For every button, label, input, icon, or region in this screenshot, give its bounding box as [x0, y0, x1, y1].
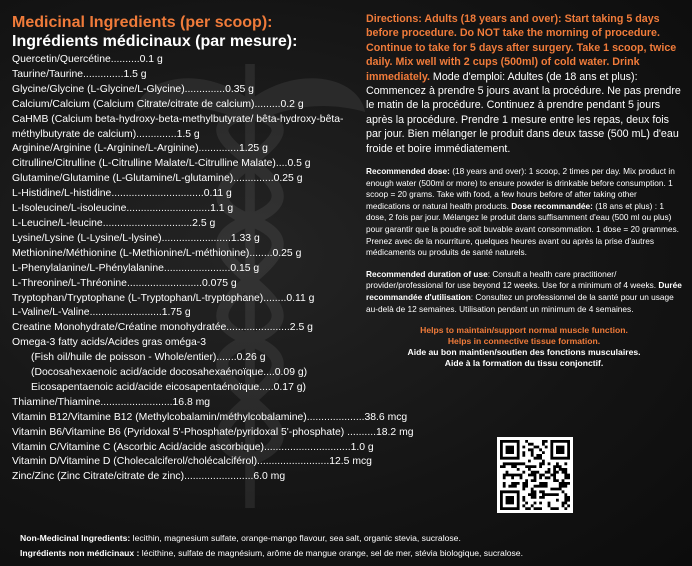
ingredient-row: Citrulline/Citrulline (L-Citrulline Malate/L-Citrulline Malate)....0.5 g — [12, 158, 311, 170]
qr-code-icon[interactable] — [497, 437, 573, 513]
ingredient-row: Zinc/Zinc (Zinc Citrate/citrate de zinc)........................6.0 mg — [12, 471, 286, 483]
ingredient-row: Glutamine/Glutamine (L-Glutamine/L-glutamine)..............0.25 g — [12, 173, 303, 185]
ingredient-row: L-Threonine/L-Thréonine..........................0.075 g — [12, 277, 237, 289]
non-medicinal-ingredients — [20, 531, 680, 560]
ingredient-row: Tryptophan/Tryptophane (L-Tryptophan/L-tryptophane)........0.11 g — [12, 292, 315, 304]
ingredient-row: CaHMB (Calcium beta-hydroxy-beta-methylbutyrate/ bêta-hydroxy-bêta-méthylbutyrate de calcium)..............1.5 g — [12, 113, 344, 140]
ingredient-row: Taurine/Taurine..............1.5 g — [12, 68, 147, 80]
directions-section — [366, 12, 682, 369]
non-medicinal-text-en: lecithin, magnesium sulfate, orange-mango flavour, sea salt, organic stevia, sucralose. — [130, 533, 461, 543]
ingredient-row: Omega-3 fatty acids/Acides gras oméga-3 — [12, 337, 207, 349]
ingredient-row: Vitamin B12/Vitamine B12 (Methylcobalamin/méthylcobalamine)....................38.6 mcg — [12, 411, 408, 423]
ingredient-row: (Fish oil/huile de poisson - Whole/entier).......0.26 g — [31, 352, 266, 364]
ingredient-row: Methionine/Méthionine (L-Methionine/L-méthionine)........0.25 g — [12, 247, 302, 259]
directions-text — [366, 12, 682, 156]
duration-label-fr: Durée recommandée d'utilisation — [366, 280, 682, 302]
duration-label-en: Recommended duration of use — [366, 268, 488, 279]
claim-fr-1: Aide au bon maintien/soutien des fonctions musculaires. — [407, 347, 641, 358]
dose-text-en: (18 years and over): 1 scoop, 2 times per day. Mix product in enough water (500ml or more) to ensure powder is drinkable before consumption. 1 scoop = 20 grams. Take with food, a few hours before of after taking other medications or natural health products. — [366, 166, 675, 211]
ingredient-row: L-Histidine/L-histidine................................0.11 g — [12, 188, 232, 200]
ingredient-row: Quercetin/Quercétine..........0.1 g — [12, 54, 163, 65]
non-medicinal-fr — [20, 546, 680, 561]
dose-text-fr: (18 ans et plus) : 1 dose, 2 fois par jour. Mélangez le produit dans suffisamment d'eau (500 ml ou plus) pour garantir que la poudre soit buvable avant consommation. 1 dose = 20 grammes. Prenez avec de la nourriture, quelques heures avant ou après la prise d'autres médicaments ou produits de santé naturels. — [366, 200, 679, 258]
ingredient-row: Vitamin C/Vitamine C (Ascorbic Acid/acide ascorbique)..............................1.0 g — [12, 441, 374, 453]
claim-fr-2: Aide à la formation du tissu conjonctif. — [444, 358, 604, 369]
qr-modules — [500, 440, 570, 510]
non-medicinal-text-fr: lécithine, sulfate de magnésium, arôme de mangue orange, sel de mer, stévia biologique, sucralose. — [139, 547, 523, 558]
ingredient-row: Calcium/Calcium (Calcium Citrate/citrate de calcium).........0.2 g — [12, 98, 304, 110]
ingredient-row: Eicosapentaenoic acid/acide eicosapentaénoïque.....0.17 g) — [31, 381, 306, 393]
dose-label-fr: Dose recommandée: — [511, 200, 593, 211]
health-claims — [366, 325, 682, 369]
ingredient-row: L-Valine/L-Valine.........................1.75 g — [12, 307, 191, 319]
ingredient-row: L-Isoleucine/L-isoleucine.............................1.1 g — [12, 203, 234, 215]
ingredient-row: Lysine/Lysine (L-Lysine/L-lysine)........................1.33 g — [12, 232, 260, 244]
ingredient-row: (Docosahexaenoic acid/acide docosahexaénoïque....0.09 g) — [31, 367, 308, 379]
ingredient-row: Vitamin B6/Vitamine B6 (Pyridoxal 5'-Phosphate/pyridoxal 5'-phosphate) ..........18.2 mg — [12, 426, 414, 438]
claim-en-1: Helps to maintain/support normal muscle function. — [420, 325, 628, 336]
ingredient-row: L-Leucine/L-leucine...............................2.5 g — [12, 217, 216, 229]
non-medicinal-label-fr: Ingrédients non médicinaux : — [20, 547, 140, 558]
claim-en-2: Helps in connective tissue formation. — [447, 336, 601, 347]
directions-fr: Mode d'emploi: Adultes (de 18 ans et plus): Commencez à prendre 5 jours avant la procédure. Ne pas prendre le matin de la procédure. Continuez à prendre pendant 5 jours après la procédure. Prendre 1 mesure entre les repas, deux fois par jour. Bien mélanger le produit dans deux tasse (500 mL) d'eau froide et boire immédiatement. — [366, 70, 681, 155]
duration-text-fr: : Consultez un professionnel de la santé pour un usage au-delà de 12 semaines. Utilisation pendant un minimum de 4 semaines. — [366, 292, 674, 314]
ingredient-row: L-Phenylalanine/L-Phénylalanine.......................0.15 g — [12, 262, 260, 274]
ingredient-row: Vitamin D/Vitamine D (Cholecalciferol/cholécalciférol).........................12.5 mcg — [12, 456, 372, 468]
ingredient-row: Thiamine/Thiamine.........................16.8 mg — [12, 396, 211, 408]
recommended-duration — [366, 269, 682, 315]
ingredient-row: Glycine/Glycine (L-Glycine/L-Glycine)..............0.35 g — [12, 83, 254, 95]
medicinal-title-en: Medicinal Ingredients (per scoop): — [12, 14, 273, 31]
medicinal-title-fr: Ingrédients médicinaux (par mesure): — [12, 33, 298, 50]
non-medicinal-label-en: Non-Medicinal Ingredients: — [20, 533, 131, 543]
ingredient-row: Creatine Monohydrate/Créatine monohydratée......................2.5 g — [12, 322, 313, 334]
recommended-dose — [366, 166, 682, 259]
ingredient-row: Arginine/Arginine (L-Arginine/L-Arginine)..............1.25 g — [12, 143, 268, 155]
duration-text-en: : Consult a health care practitioner/ provider/professional for use beyond 12 weeks. Use for a minimum of 4 weeks. — [366, 268, 659, 291]
directions-en: Directions: Adults (18 years and over): Start taking 5 days before procedure. Do NOT take the morning of procedure. Continue to take for 5 days after surgery. Take 1 scoop, twice daily. Mix well with 2 cups (500ml) of cold water. Drink immediately. — [366, 13, 677, 83]
dose-label-en: Recommended dose: — [366, 166, 450, 177]
non-medicinal-en — [20, 531, 680, 546]
